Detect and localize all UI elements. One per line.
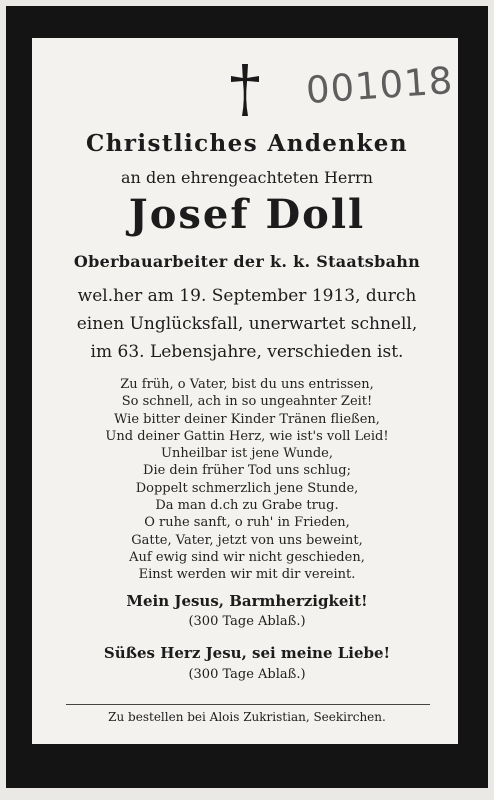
- card-heading: Christliches Andenken: [86, 130, 408, 157]
- dedication-line: an den ehrengeachteten Herrn: [121, 168, 373, 187]
- poem-line: Wie bitter deiner Kinder Tränen fließen,: [114, 411, 380, 427]
- poem-line: Einst werden wir mit dir vereint.: [138, 567, 356, 583]
- death-text-line: einen Unglücksfall, unerwartet schnell,: [76, 314, 418, 334]
- poem-line: Gatte, Vater, jetzt von uns beweint,: [131, 532, 363, 548]
- memorial-poem: [0, 376, 494, 584]
- occupation-line: Oberbauarbeiter der k. k. Staatsbahn: [73, 252, 421, 271]
- poem-line: Zu früh, o Vater, bist du uns entrissen,: [120, 377, 374, 392]
- indulgence-note: (300 Tage Ablaß.): [188, 667, 306, 682]
- prayer-line: Süßes Herz Jesu, sei meine Liebe!: [103, 644, 391, 662]
- poem-line: Die dein früher Tod uns schlug;: [143, 463, 351, 479]
- handwritten-archive-number: 001018: [304, 58, 455, 113]
- poem-line: O ruhe sanft, o ruh' in Frieden,: [144, 515, 350, 531]
- footer-divider: [66, 704, 430, 705]
- poem-line: Auf ewig sind wir nicht geschieden,: [129, 549, 365, 565]
- indulgence-note: (300 Tage Ablaß.): [188, 614, 306, 629]
- publisher-footer: Zu bestellen bei Alois Zukristian, Seekirchen.: [108, 710, 386, 724]
- poem-line: Unheilbar ist jene Wunde,: [161, 446, 333, 462]
- cross-icon: [231, 64, 259, 116]
- prayer-line: Mein Jesus, Barmherzigkeit!: [126, 592, 368, 610]
- poem-line: Doppelt schmerzlich jene Stunde,: [135, 480, 359, 496]
- death-text-line: wel.her am 19. September 1913, durch: [77, 286, 417, 306]
- poem-line: So schnell, ach in so ungeahnter Zeit!: [121, 394, 373, 410]
- death-text-line: im 63. Lebensjahre, verschieden ist.: [90, 342, 404, 362]
- poem-line: Und deiner Gattin Herz, wie ist's voll Leid!: [105, 428, 389, 444]
- deceased-name: Josef Doll: [128, 191, 366, 238]
- poem-line: Da man d.ch zu Grabe trug.: [155, 498, 339, 514]
